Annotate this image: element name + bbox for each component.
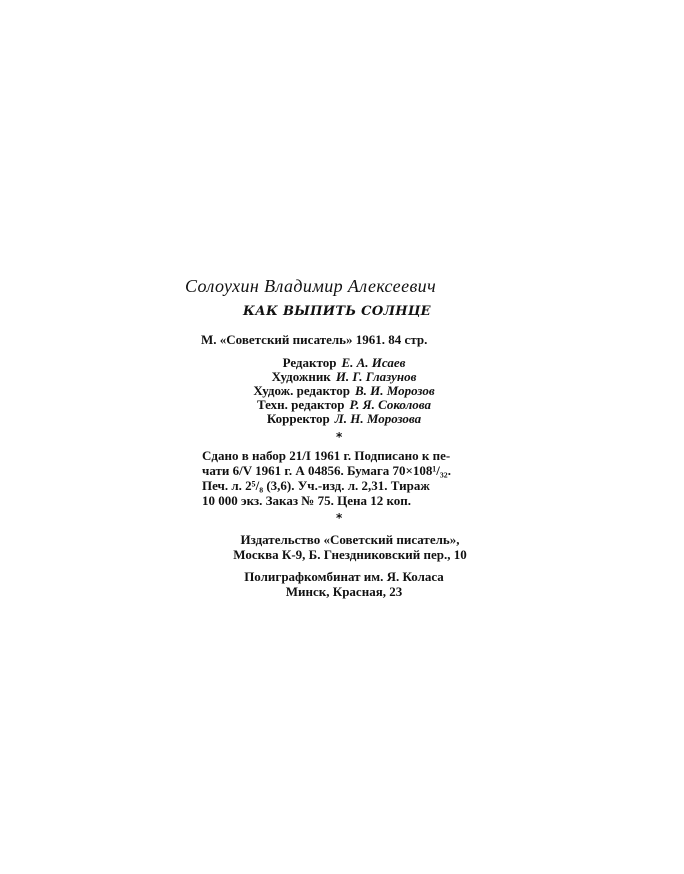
credit-tech-editor — [214, 398, 474, 412]
production-line: Печ. л. 2⁵/₈ (3,6). Уч.-изд. л. 2,31. Тираж — [202, 478, 430, 493]
production-line: 10 000 экз. Заказ № 75. Цена 12 коп. — [202, 493, 412, 508]
credits-block — [214, 356, 474, 426]
credit-role: Художник — [271, 369, 331, 384]
printer-line: Полиграфкомбинат им. Я. Коласа — [244, 569, 444, 584]
separator-asterisk: * — [336, 430, 343, 444]
credit-role: Худож. редактор — [253, 383, 350, 398]
credit-person: Л. Н. Морозова — [334, 411, 422, 426]
production-details — [202, 448, 502, 508]
credit-editor — [214, 356, 474, 370]
credit-person: Е. А. Исаев — [341, 355, 406, 370]
printer-block — [213, 569, 475, 599]
credit-art-editor — [214, 384, 474, 398]
production-line: чати 6/V 1961 г. А 04856. Бумага 70×108¹/₃₂. — [202, 463, 451, 478]
credit-role: Редактор — [282, 355, 337, 370]
separator-asterisk: * — [336, 511, 343, 525]
book-title: КАК ВЫПИТЬ СОЛНЦЕ — [243, 304, 431, 319]
credit-proofreader — [214, 412, 474, 426]
credit-person: Р. Я. Соколова — [349, 397, 432, 412]
credit-person: В. И. Морозов — [354, 383, 435, 398]
publisher-line: Издательство «Советский писатель», — [240, 532, 460, 547]
credit-artist — [214, 370, 474, 384]
publisher-block — [195, 532, 505, 562]
credit-role: Техн. редактор — [256, 397, 345, 412]
credit-role: Корректор — [266, 411, 330, 426]
printer-line: Минск, Красная, 23 — [285, 584, 403, 599]
credit-person: И. Г. Глазунов — [335, 369, 417, 384]
author-name: Солоухин Владимир Алексеевич — [185, 276, 437, 296]
imprint-line: М. «Советский писатель» 1961. 84 стр. — [201, 332, 428, 347]
publisher-line: Москва К-9, Б. Гнездниковский пер., 10 — [233, 547, 467, 562]
production-line: Сдано в набор 21/I 1961 г. Подписано к пе- — [202, 448, 451, 463]
